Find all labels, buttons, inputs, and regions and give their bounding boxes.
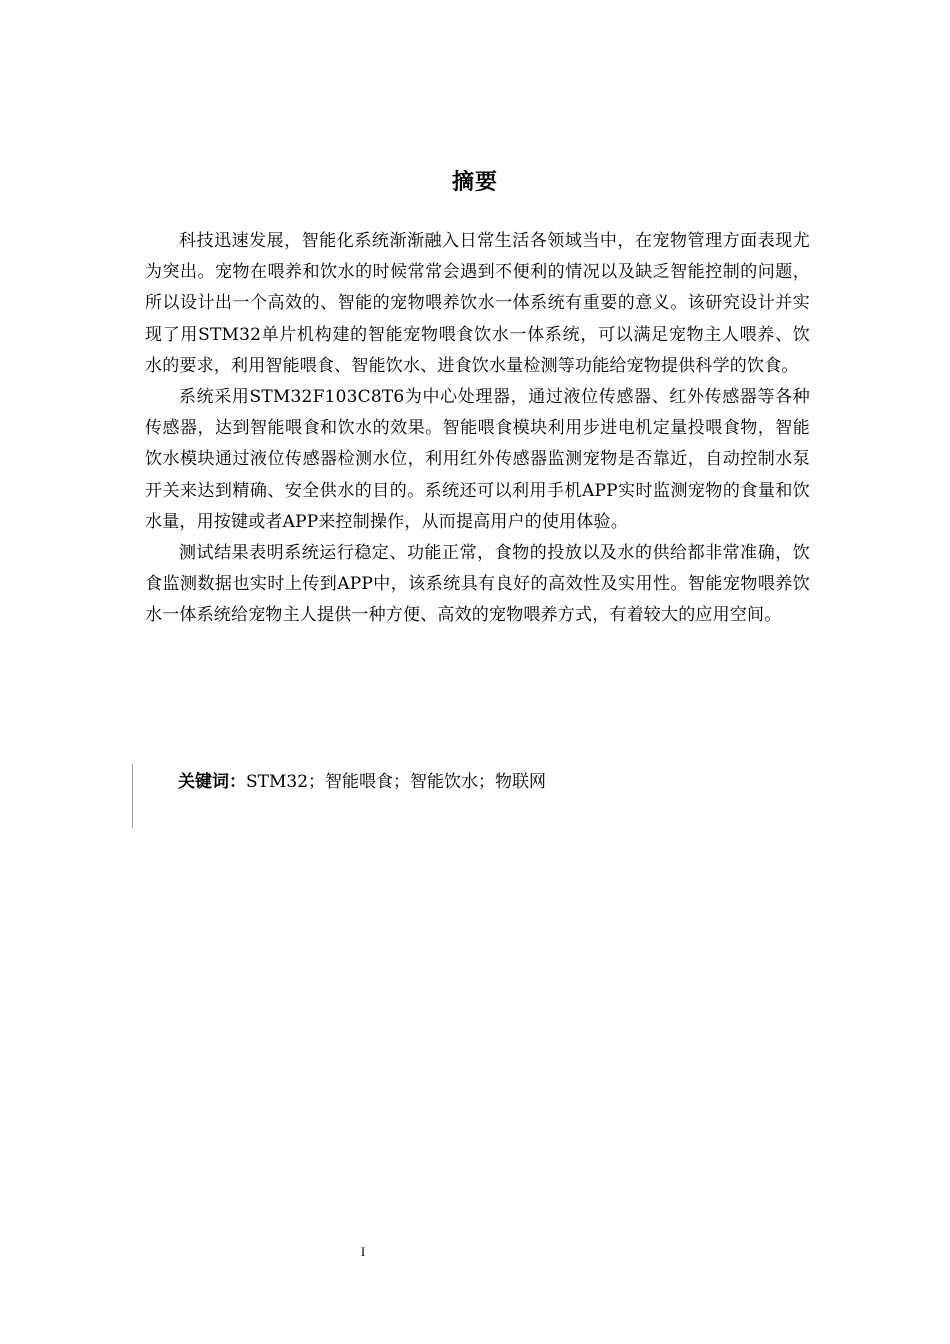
abstract-paragraph: 系统采用STM32F103C8T6为中心处理器，通过液位传感器、红外传感器等各种传感器，达到智能喂食和饮水的效果。智能喂食模块利用步进电机定量投喂食物，智能饮水模块通过液位传感器检测水位，利用红外传感器监测宠物是否靠近，自动控制水泵开关来达到精确、安全供水的目的。系统还可以利用手机APP实时监测宠物的食量和饮水量，用按键或者APP来控制操作，从而提高用户的使用体验。 [145,387,810,532]
abstract-paragraph: 测试结果表明系统运行稳定、功能正常，食物的投放以及水的供给都非常准确，饮食监测数据也实时上传到APP中，该系统具有良好的高效性及实用性。智能宠物喂养饮水一体系统给宠物主人提供一种方便、高效的宠物喂养方式，有着较大的应用空间。 [145,543,810,626]
keywords-line [178,770,546,794]
keyword-margin-rule [132,764,133,828]
page-number: I [360,1244,366,1259]
abstract-title: 摘要 [451,170,498,195]
abstract-body [145,226,810,632]
abstract-paragraph: 科技迅速发展，智能化系统渐渐融入日常生活各领域当中，在宠物管理方面表现尤为突出。宠物在喂养和饮水的时候常常会遇到不便利的情况以及缺乏智能控制的问题，所以设计出一个高效的、智能的宠物喂养饮水一体系统有重要的意义。该研究设计并实现了用STM32单片机构建的智能宠物喂食饮水一体系统，可以满足宠物主人喂养、饮水的要求，利用智能喂食、智能饮水、进食饮水量检测等功能给宠物提供科学的饮食。 [145,231,810,376]
keywords-text: STM32；智能喂食；智能饮水；物联网 [246,772,547,792]
keywords-label: 关键词： [178,772,246,792]
